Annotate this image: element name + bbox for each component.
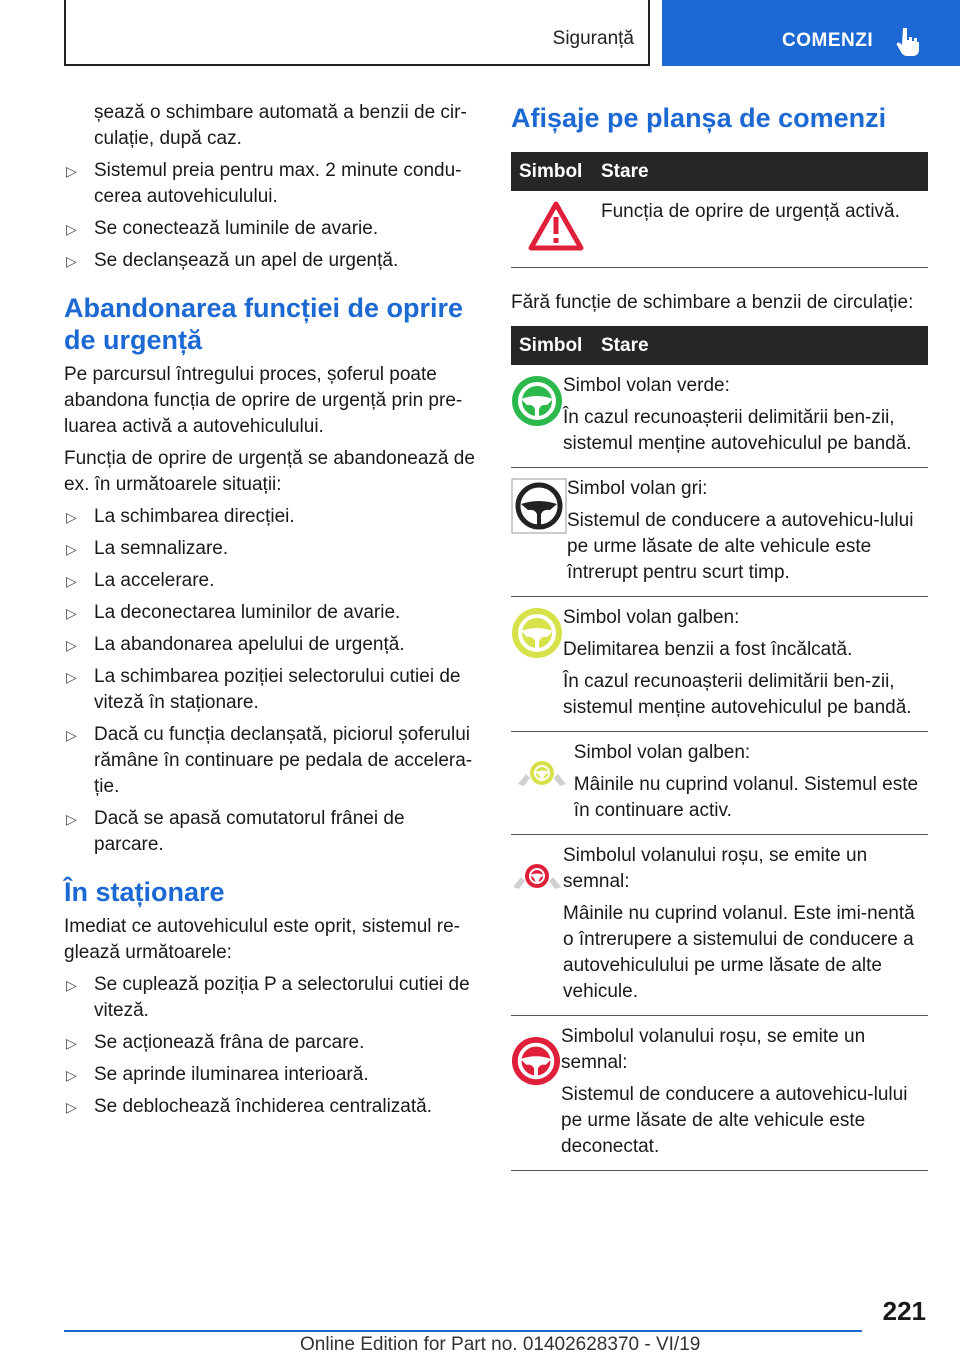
table-header (511, 326, 928, 365)
list-item: ▷ La schimbarea direcției. (64, 504, 478, 530)
list-item: ▷ Dacă se apasă comutatorul frânei de parcare. (66, 808, 405, 855)
list-item: ▷ Sistemul preia pentru max. 2 minute condu-cerea autovehiculului. (66, 160, 462, 207)
col-symbol: Simbol (519, 334, 583, 356)
list-item: ▷ Se declanșează un apel de urgență. (64, 248, 478, 274)
table-row (511, 835, 928, 1016)
bullet-triangle-icon: ▷ (66, 541, 77, 557)
state-text: Sistemul de conducere a autovehicu-lului pe urme lăsate de alte vehicule este întrerupt pentru scurt timp. (567, 510, 914, 583)
steering-wheel-red-hands-icon (511, 861, 563, 891)
state-text: Delimitarea benzii a fost încălcată. (563, 639, 853, 660)
state-text: Simbol volan verde: (563, 375, 730, 396)
state-text: Sistemul de conducere a autovehicu-lului pe urme lăsate de alte vehicule este deconectat. (561, 1084, 908, 1157)
list-item: ▷ La accelerare. (64, 568, 478, 594)
bullet-continuation: șează o schimbare automată a benzii de cir-culație, după caz. (94, 102, 467, 149)
bullet-triangle-icon: ▷ (66, 163, 77, 179)
bullet-triangle-icon: ▷ (66, 977, 77, 993)
state-text: În cazul recunoașterii delimitării ben-zii, sistemul menține autovehiculul pe bandă. (563, 407, 912, 454)
steering-wheel-red-icon (511, 1036, 561, 1086)
table-row (511, 191, 928, 268)
footer-edition: Online Edition for Part no. 01402628370 - VI/19 (300, 1334, 701, 1355)
bullet-triangle-icon: ▷ (66, 727, 77, 743)
bullet-triangle-icon: ▷ (66, 669, 77, 685)
col-symbol: Simbol (519, 160, 583, 182)
section-title: Siguranță (552, 28, 634, 49)
bullet-triangle-icon: ▷ (66, 605, 77, 621)
state-text: Simbol volan gri: (567, 478, 708, 499)
warning-triangle-icon (528, 201, 584, 251)
chapter-tab-label: COMENZI (782, 30, 874, 51)
bullet-triangle-icon: ▷ (66, 811, 77, 827)
section-title-box (64, 0, 650, 66)
steering-wheel-yellow-icon (511, 607, 563, 659)
table-row (511, 732, 928, 835)
list-item: ▷ Se conectează luminile de avarie. (64, 216, 478, 242)
list-item: ▷ La schimbarea poziției selectorului cutiei de viteză în staționare. (66, 666, 461, 713)
bullet-triangle-icon: ▷ (66, 1035, 77, 1051)
caption: Fără funcție de schimbare a benzii de circulație: (511, 292, 914, 313)
bullet-triangle-icon: ▷ (66, 509, 77, 525)
list-item: ▷ Se cuplează poziția P a selectorului cutiei de viteză. (66, 974, 470, 1021)
table-row (511, 468, 928, 597)
list-item: ▷ Dacă cu funcția declanșată, piciorul șoferului rămâne în continuare pe pedala de accelera-ție. (66, 724, 473, 797)
steering-wheel-gray-icon (511, 478, 567, 534)
heading-stop: În staționare (64, 877, 225, 907)
table-row (511, 365, 928, 468)
left-column (64, 100, 478, 1126)
state-text: Funcția de oprire de urgență activă. (601, 201, 900, 222)
bullet-triangle-icon: ▷ (66, 573, 77, 589)
table-row (511, 1016, 928, 1171)
bullet-triangle-icon: ▷ (66, 253, 77, 269)
bullet-triangle-icon: ▷ (66, 1067, 77, 1083)
state-text: Mâinile nu cuprind volanul. Sistemul este în continuare activ. (573, 774, 919, 821)
paragraph: Imediat ce autovehiculul este oprit, sistemul re-glează următoarele: (64, 916, 461, 963)
page-number: 221 (882, 1296, 926, 1326)
state-text: Mâinile nu cuprind volanul. Este imi-nentă o întrerupere a sistemului de conducere a autovehiculului pe urme lăsate de alte vehicule. (563, 903, 915, 1002)
bullet-triangle-icon: ▷ (66, 221, 77, 237)
pointing-hand-icon (896, 26, 922, 56)
list-item: ▷ La deconectarea luminilor de avarie. (64, 600, 478, 626)
steering-wheel-green-icon (511, 375, 563, 427)
state-text: Simbolul volanului roșu, se emite un semnal: (563, 845, 868, 892)
list-item: ▷ Se acționează frâna de parcare. (64, 1030, 478, 1056)
steering-wheel-yellow-hands-icon (516, 758, 568, 788)
state-text: Simbol volan galben: (573, 742, 751, 763)
list-item: ▷ Se aprinde iluminarea interioară. (64, 1062, 478, 1088)
bullet-triangle-icon: ▷ (66, 1099, 77, 1115)
right-column (511, 100, 928, 1171)
list-item: ▷ La abandonarea apelului de urgență. (64, 632, 478, 658)
state-text: Simbol volan galben: (563, 607, 740, 628)
heading-displays: Afișaje pe planșa de comenzi (511, 103, 887, 133)
footer-divider (64, 1330, 862, 1332)
col-state: Stare (601, 334, 649, 356)
col-state: Stare (601, 160, 649, 182)
paragraph: Pe parcursul întregului proces, șoferul poate abandona funcția de oprire de urgență prin pre-luarea activă a autovehiculului. (64, 364, 463, 437)
paragraph: Funcția de oprire de urgență se abandonează de ex. în următoarele situații: (64, 448, 475, 495)
list-item: ▷ Se deblochează închiderea centralizată. (64, 1094, 478, 1120)
state-text: Simbolul volanului roșu, se emite un semnal: (561, 1026, 866, 1073)
table-row (511, 597, 928, 732)
table-header (511, 152, 928, 191)
heading-abandon: Abandonarea funcției de oprire de urgență (64, 293, 464, 355)
list-item: ▷ La semnalizare. (64, 536, 478, 562)
bullet-triangle-icon: ▷ (66, 637, 77, 653)
state-text: În cazul recunoașterii delimitării ben-zii, sistemul menține autovehiculul pe bandă. (563, 671, 912, 718)
